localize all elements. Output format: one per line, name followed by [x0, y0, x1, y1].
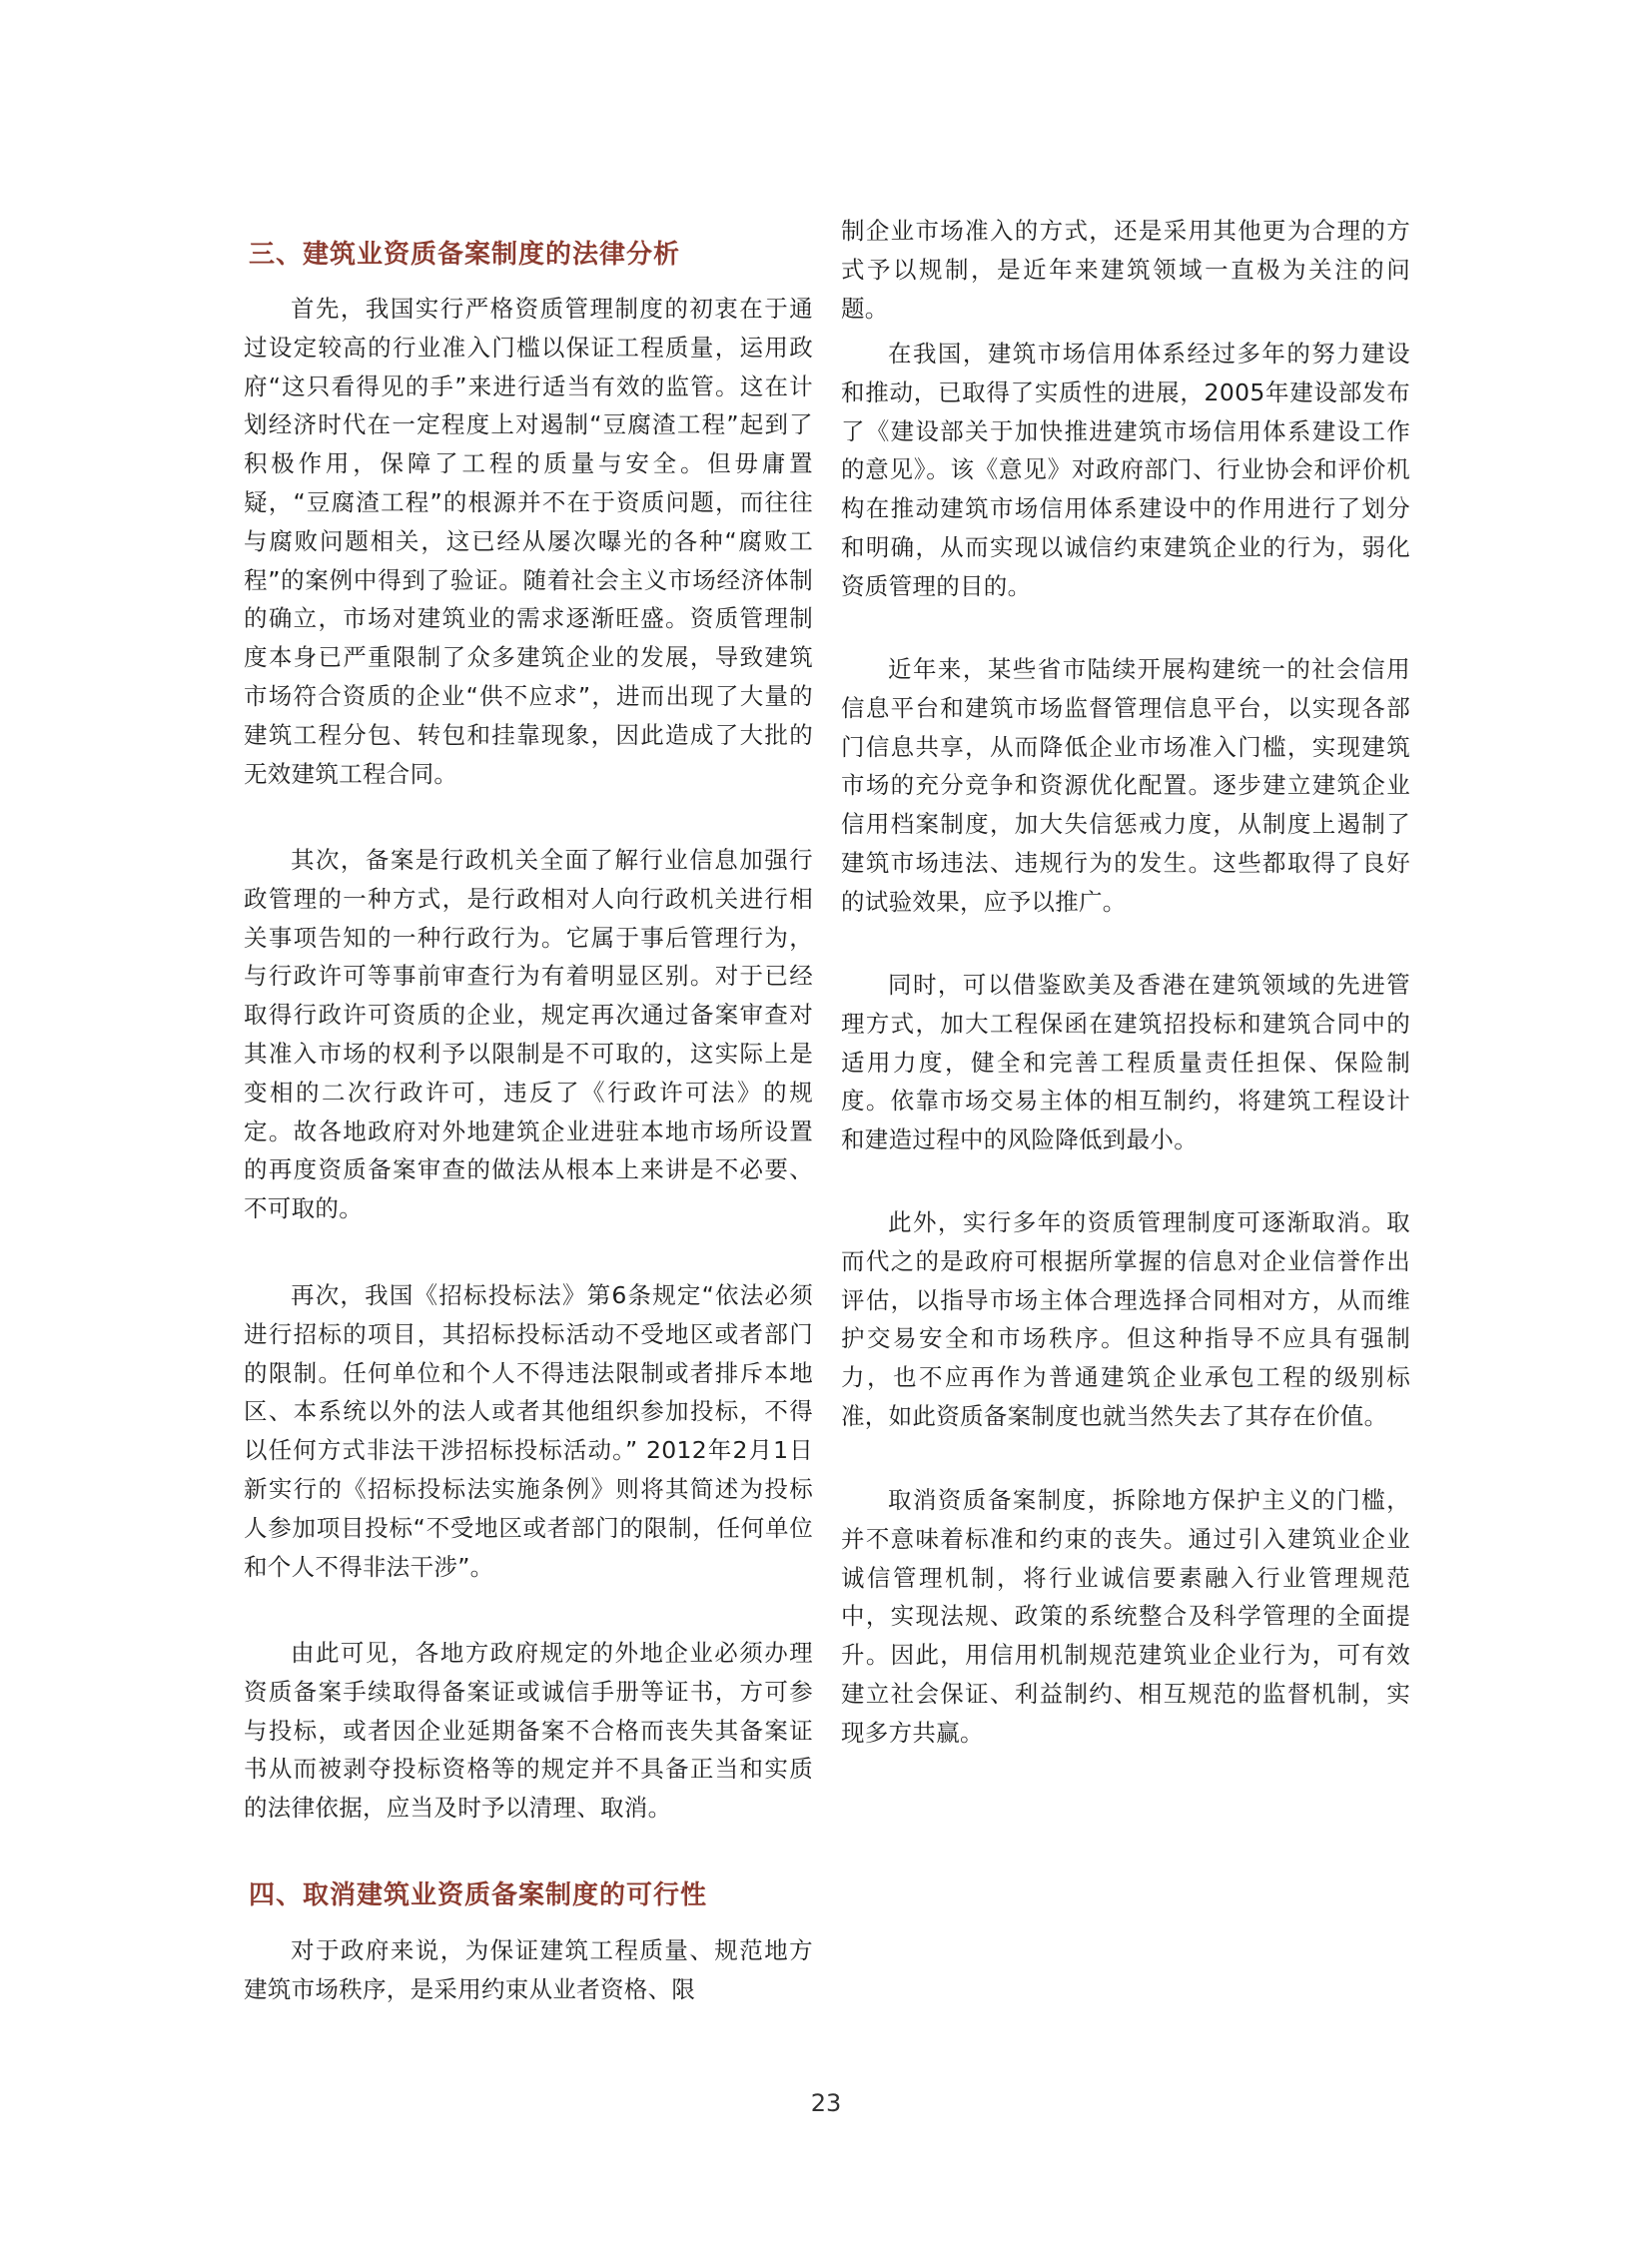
- paragraph-ninth: 此外，实行多年的资质管理制度可逐渐取消。取而代之的是政府可根据所掌握的信息对企业信誉作出评估，以指导市场主体合理选择合同相对方，从而维护交易安全和市场秩序。但这种指导不应具有强制力，也不应再作为普通建筑企业承包工程的级别标准，如此资质备案制度也就当然失去了其存在价值。: [841, 1208, 1410, 1430]
- paragraph-fifth: 对于政府来说，为保证建筑工程质量、规范地方建筑市场秩序，是采用约束从业者资格、限: [244, 1936, 813, 2003]
- section-heading-3: 三、建筑业资质备案制度的法律分析: [249, 240, 681, 270]
- page-number: 23: [810, 2089, 842, 2117]
- paragraph-fifth-continued: 制企业市场准入的方式，还是采用其他更为合理的方式予以规制，是近年来建筑领域一直极为关注的问题。: [841, 217, 1410, 323]
- paragraph-third: 再次，我国《招标投标法》第6条规定“依法必须进行招标的项目，其招标投标活动不受地区或者部门的限制。任何单位和个人不得违法限制或者排斥本地区、本系统以外的法人或者其他组织参加投标，不得以任何方式非法干涉招标投标活动。” 2012年2月1日新实行的《招标投标法实施条例》则将其简述为投标人参加项目投标“不受地区或者部门的限制，任何单位和个人不得非法干涉”。: [244, 1281, 813, 1581]
- paragraph-fourth: 由此可见，各地方政府规定的外地企业必须办理资质备案手续取得备案证或诚信手册等证书，方可参与投标，或者因企业延期备案不合格而丧失其备案证书从而被剥夺投标资格等的规定并不具备正当和实质的法律依据，应当及时予以清理、取消。: [244, 1639, 813, 1823]
- paragraph-second: 其次，备案是行政机关全面了解行业信息加强行政管理的一种方式，是行政相对人向行政机关进行相关事项告知的一种行政行为。它属于事后管理行为，与行政许可等事前审查行为有着明显区别。对于已经取得行政许可资质的企业，规定再次通过备案审查对其准入市场的权利予以限制是不可取的，这实际上是变相的二次行政许可，违反了《行政许可法》的规定。故各地政府对外地建筑企业进驻本地市场所设置的再度资质备案审查的做法从根本上来讲是不必要、不可取的。: [244, 846, 813, 1223]
- paragraph-eighth: 同时，可以借鉴欧美及香港在建筑领域的先进管理方式，加大工程保函在建筑招投标和建筑合同中的适用力度，健全和完善工程质量责任担保、保险制度。依靠市场交易主体的相互制约，将建筑工程设计和建造过程中的风险降低到最小。: [841, 971, 1410, 1154]
- paragraph-sixth: 在我国，建筑市场信用体系经过多年的努力建设和推动，已取得了实质性的进展，2005年建设部发布了《建设部关于加快推进建筑市场信用体系建设工作的意见》。该《意见》对政府部门、行业协会和评价机构在推动建筑市场信用体系建设中的作用进行了划分和明确，从而实现以诚信约束建筑企业的行为，弱化资质管理的目的。: [841, 340, 1410, 600]
- paragraph-seventh: 近年来，某些省市陆续开展构建统一的社会信用信息平台和建筑市场监督管理信息平台，以实现各部门信息共享，从而降低企业市场准入门槛，实现建筑市场的充分竞争和资源优化配置。逐步建立建筑企业信用档案制度，加大失信惩戒力度，从制度上遏制了建筑市场违法、违规行为的发生。这些都取得了良好的试验效果，应予以推广。: [841, 655, 1410, 916]
- paragraph-tenth: 取消资质备案制度，拆除地方保护主义的门槛，并不意味着标准和约束的丧失。通过引入建筑业企业诚信管理机制，将行业诚信要素融入行业管理规范中，实现法规、政策的系统整合及科学管理的全面提升。因此，用信用机制规范建筑业企业行为，可有效建立社会保证、利益制约、相互规范的监督机制，实现多方共赢。: [841, 1486, 1410, 1747]
- paragraph-first: 首先，我国实行严格资质管理制度的初衷在于通过设定较高的行业准入门槛以保证工程质量，运用政府“这只看得见的手”来进行适当有效的监管。这在计划经济时代在一定程度上对遏制“豆腐渣工程”起到了积极作用，保障了工程的质量与安全。但毋庸置疑，“豆腐渣工程”的根源并不在于资质问题，而往往与腐败问题相关，这已经从屡次曝光的各种“腐败工程”的案例中得到了验证。随着社会主义市场经济体制的确立，市场对建筑业的需求逐渐旺盛。资质管理制度本身已严重限制了众多建筑企业的发展，导致建筑市场符合资质的企业“供不应求”，进而出现了大量的建筑工程分包、转包和挂靠现象，因此造成了大批的无效建筑工程合同。: [244, 295, 813, 788]
- section-heading-4: 四、取消建筑业资质备案制度的可行性: [249, 1880, 708, 1910]
